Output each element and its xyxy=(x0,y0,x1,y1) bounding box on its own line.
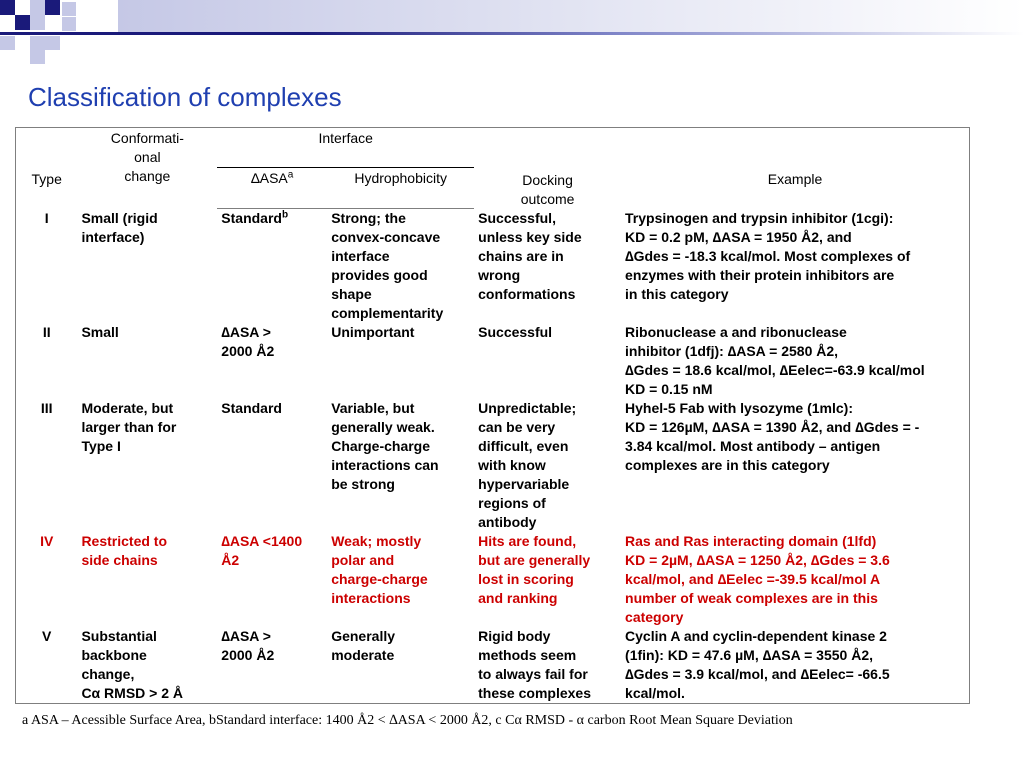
change-cell xyxy=(77,323,217,399)
cell-line: interface) xyxy=(81,228,145,245)
change-cell xyxy=(77,209,217,324)
hydrophobicity-cell xyxy=(327,627,474,704)
cell-line: Rigid body xyxy=(478,628,551,644)
asa-cell xyxy=(217,532,327,627)
header-line: Conformati- xyxy=(110,130,184,146)
cell-line: category xyxy=(625,609,684,625)
type-cell: III xyxy=(40,400,53,416)
cell-line: interactions xyxy=(331,590,411,606)
asa-header-text: ∆ASA xyxy=(251,170,288,186)
example-cell xyxy=(621,532,969,627)
docking-cell xyxy=(474,627,621,704)
header-square xyxy=(0,0,15,15)
header-square xyxy=(30,15,45,30)
cell-line: charge-charge xyxy=(331,571,428,587)
cell-line: Small xyxy=(81,324,119,340)
cell-line: kcal/mol. xyxy=(625,685,685,701)
header-square xyxy=(30,50,45,64)
docking-cell xyxy=(474,532,621,627)
asa-cell xyxy=(217,627,327,704)
cell-line: but are generally xyxy=(478,552,591,568)
cell-line: number of weak complexes are in this xyxy=(625,590,878,606)
cell-line: backbone xyxy=(81,647,147,663)
change-cell xyxy=(77,399,217,532)
type-cell: II xyxy=(42,324,51,340)
hydrophobicity-cell xyxy=(327,209,474,324)
cell-line: Unpredictable; xyxy=(478,400,577,416)
cell-line: KD = 0.15 nM xyxy=(625,381,713,397)
cell-line: 3.84 kcal/mol. Most antibody – antigen xyxy=(625,438,881,454)
cell-line: with know xyxy=(478,457,546,473)
cell-line: be strong xyxy=(331,476,395,492)
cell-line: KD = 0.2 pM, ∆ASA = 1950 Å2, and xyxy=(625,228,852,245)
type-cell: IV xyxy=(40,533,54,549)
cell-line: Small (rigid xyxy=(81,209,158,226)
header-gradient-bar xyxy=(118,0,1024,32)
cell-line: Cyclin A and cyclin-dependent kinase 2 xyxy=(625,628,887,644)
footnote-marker: b xyxy=(281,209,289,221)
cell-line: to always fail for xyxy=(478,666,588,682)
cell-line: Unimportant xyxy=(331,324,415,340)
cell-line: larger than for xyxy=(81,419,177,435)
type-cell: V xyxy=(42,628,52,644)
change-cell xyxy=(77,532,217,627)
cell-line: Ras and Ras interacting domain (1lfd) xyxy=(625,533,877,549)
cell-line: provides good xyxy=(331,267,428,283)
cell-line: hypervariable xyxy=(478,476,570,492)
cell-line: side chains xyxy=(81,552,158,568)
cell-line: Å2 xyxy=(221,552,240,568)
footnote-marker: a xyxy=(287,169,294,181)
footnote: a ASA – Acessible Surface Area, bStandard interface: 1400 Å2 < ∆ASA < 2000 Å2, c Cα RMSD - α carbon Root Mean Square Deviation xyxy=(22,713,793,728)
cell-line: interface xyxy=(331,248,390,264)
cell-text: Standard xyxy=(221,210,282,226)
cell-line: Weak; mostly xyxy=(331,533,422,549)
cell-line: Trypsinogen and trypsin inhibitor (1cgi): xyxy=(625,209,894,226)
cell-line: Ribonuclease a and ribonuclease xyxy=(625,324,847,340)
header-square xyxy=(30,36,45,50)
slide-title: Classification of complexes xyxy=(28,82,342,112)
cell-line: unless key side xyxy=(478,228,582,245)
change-cell xyxy=(77,627,217,704)
cell-line: 2000 Å2 xyxy=(221,343,275,359)
cell-line: Standard xyxy=(221,400,282,416)
example-header: Example xyxy=(767,170,823,187)
table-row xyxy=(16,323,970,399)
cell-line: antibody xyxy=(478,514,537,530)
table-row xyxy=(16,399,970,532)
cell-line: Substantial xyxy=(81,628,157,644)
cell-line: methods seem xyxy=(478,647,577,663)
hydrophobicity-cell xyxy=(327,323,474,399)
example-cell xyxy=(621,209,969,324)
cell-line: Successful xyxy=(478,324,553,340)
example-cell xyxy=(621,399,969,532)
cell-line: these complexes xyxy=(478,685,591,701)
cell-line: Variable, but xyxy=(331,400,415,416)
header-rule xyxy=(0,32,1024,35)
cell-line: complexes are in this category xyxy=(625,457,830,473)
header-square xyxy=(45,36,60,50)
table-row xyxy=(16,209,970,324)
cell-line: regions of xyxy=(478,495,546,511)
cell-line: Cα RMSD > 2 Å xyxy=(81,685,184,701)
header-square xyxy=(45,0,60,15)
header-square xyxy=(0,36,15,50)
cell-line: ∆ASA <1400 xyxy=(221,533,303,549)
cell-line: chains are in xyxy=(478,247,564,264)
asa-header xyxy=(217,168,327,209)
cell-line: generally weak. xyxy=(331,419,435,435)
type-cell: I xyxy=(44,209,49,226)
docking-cell xyxy=(474,209,621,324)
cell-line: ∆Gdes = 3.9 kcal/mol, and ∆Eelec= -66.5 xyxy=(625,666,890,682)
cell-line: (1fin): KD = 47.6 µM, ∆ASA = 3550 Å2, xyxy=(625,647,873,663)
cell-line: Generally xyxy=(331,628,396,644)
cell-line: moderate xyxy=(331,647,395,663)
cell-line: KD = 2µM, ∆ASA = 1250 Å2, ∆Gdes = 3.6 xyxy=(625,552,890,568)
cell-line: Hits are found, xyxy=(478,533,577,549)
docking-cell xyxy=(474,399,621,532)
cell-line: inhibitor (1dfj): ∆ASA = 2580 Å2, xyxy=(625,343,839,359)
cell-line: wrong xyxy=(478,266,521,283)
cell-line: convex-concave xyxy=(331,229,441,245)
cell-line: polar and xyxy=(331,552,395,568)
cell-line: Charge-charge xyxy=(331,438,431,454)
cell-line: complementarity xyxy=(331,305,444,321)
header-square xyxy=(62,17,76,31)
example-cell xyxy=(621,323,969,399)
example-cell xyxy=(621,627,969,704)
cell-line: can be very xyxy=(478,419,556,435)
cell-line: ∆ASA > xyxy=(221,628,271,644)
cell-line: ∆Gdes = -18.3 kcal/mol. Most complexes of xyxy=(625,247,911,264)
header-line: outcome xyxy=(520,190,575,207)
type-header: Type xyxy=(31,170,62,187)
interface-header: Interface xyxy=(217,128,474,168)
table-row-highlighted xyxy=(16,532,970,627)
asa-cell xyxy=(217,399,327,532)
cell-line: conformations xyxy=(478,285,576,302)
docking-cell xyxy=(474,323,621,399)
header-square xyxy=(15,15,30,30)
header-row xyxy=(16,128,970,168)
asa-cell xyxy=(217,323,327,399)
header-square xyxy=(15,0,30,15)
cell-line: Successful, xyxy=(478,209,556,226)
cell-line: 2000 Å2 xyxy=(221,647,275,663)
cell-line: shape xyxy=(331,286,372,302)
header-square xyxy=(62,2,76,16)
header-line: change xyxy=(124,168,171,184)
cell-line: Moderate, but xyxy=(81,400,174,416)
hydrophobicity-header: Hydrophobicity xyxy=(327,168,474,209)
hydrophobicity-cell xyxy=(327,399,474,532)
docking-outcome-header xyxy=(474,128,621,209)
cell-line: kcal/mol, and ∆Eelec =-39.5 kcal/mol A xyxy=(625,571,881,587)
conformational-change-header xyxy=(77,128,217,209)
cell-line: Restricted to xyxy=(81,533,168,549)
cell-line: lost in scoring xyxy=(478,571,574,587)
cell-line: ∆ASA > xyxy=(221,324,271,340)
header-line: Docking xyxy=(522,171,573,188)
cell-line: enzymes with their protein inhibitors are xyxy=(625,266,895,283)
cell-line: KD = 126µM, ∆ASA = 1390 Å2, and ∆Gdes = - xyxy=(625,419,920,435)
asa-cell xyxy=(217,209,327,324)
hydrophobicity-cell xyxy=(327,532,474,627)
cell-line: in this category xyxy=(625,285,729,302)
cell-line: Strong; the xyxy=(331,210,406,226)
table-row xyxy=(16,627,970,704)
header-line: onal xyxy=(134,149,161,165)
cell-line: Hyhel-5 Fab with lysozyme (1mlc): xyxy=(625,400,853,416)
cell-line: and ranking xyxy=(478,590,558,606)
cell-line: difficult, even xyxy=(478,438,569,454)
cell-line: interactions can xyxy=(331,457,439,473)
header-square xyxy=(30,0,45,15)
complex-classification-table xyxy=(15,127,970,704)
cell-line: change, xyxy=(81,666,135,682)
cell-line: Type I xyxy=(81,438,121,454)
cell-line: ∆Gdes = 18.6 kcal/mol, ∆Eelec=-63.9 kcal/mol xyxy=(625,362,925,378)
